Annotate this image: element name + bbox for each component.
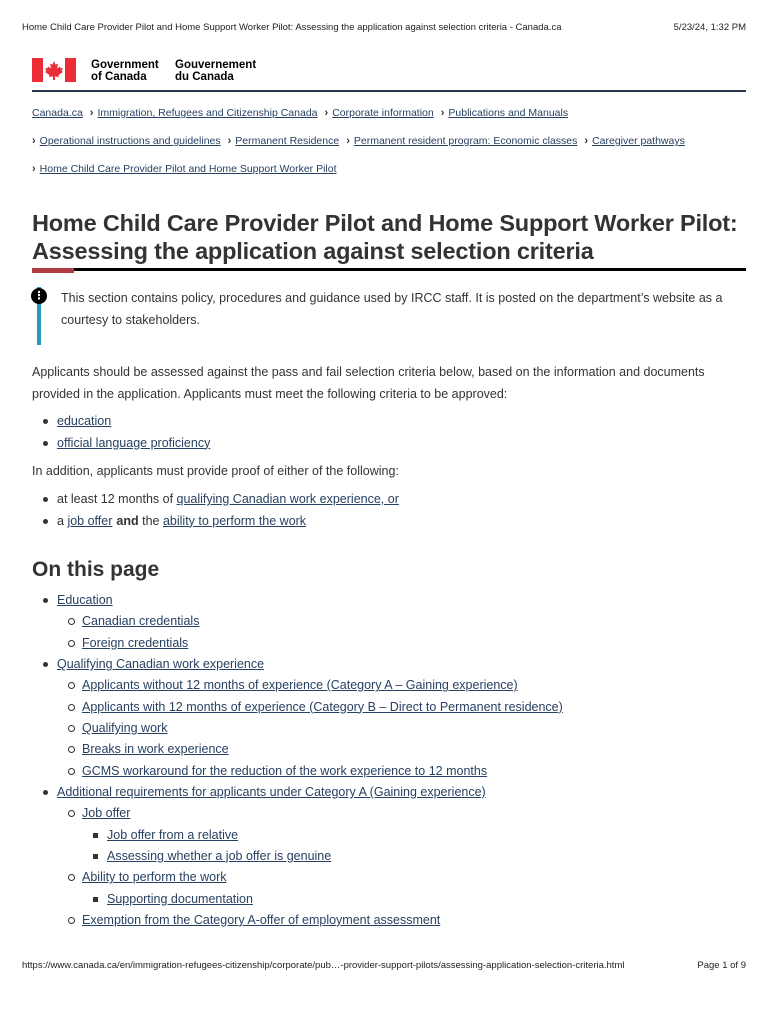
proof-paragraph: In addition, applicants must provide proof of either of the following: xyxy=(32,464,399,478)
chevron-right-icon: › xyxy=(584,135,589,147)
toc-item xyxy=(32,611,563,632)
toc-link[interactable]: Job offer xyxy=(82,806,131,821)
chevron-right-icon: › xyxy=(227,135,232,147)
toc-item xyxy=(32,739,563,760)
table-of-contents xyxy=(32,590,563,931)
ability-to-perform-link[interactable]: ability to perform the work xyxy=(162,513,307,528)
print-header xyxy=(22,22,746,33)
breadcrumb-link-ircc[interactable]: Immigration, Refugees and Citizenship Canada xyxy=(97,107,318,119)
toc-item xyxy=(32,697,563,718)
toc-item xyxy=(32,846,563,867)
breadcrumb-item xyxy=(90,107,318,119)
toc-item xyxy=(32,825,563,846)
alert-text: This section contains policy, procedures and guidance used by IRCC staff. It is posted on the department’s website as a courtesy to stakeholders. xyxy=(61,291,723,327)
breadcrumb-link-operational[interactable]: Operational instructions and guidelines xyxy=(39,135,221,147)
toc-heading: On this page xyxy=(32,558,160,581)
toc-link[interactable]: Ability to perform the work xyxy=(82,870,227,885)
signature-fr-line2: du Canada xyxy=(175,71,234,83)
signature-en-line2: of Canada xyxy=(91,71,147,83)
breadcrumb-item xyxy=(584,135,684,147)
toc-link[interactable]: Qualifying work xyxy=(82,720,168,735)
print-footer xyxy=(22,960,746,971)
toc-item xyxy=(32,867,563,888)
print-footer-url: https://www.canada.ca/en/immigration-refugees-citizenship/corporate/pub…-provider-support-pilots/assessing-application-selection-criteria.html xyxy=(22,960,625,971)
breadcrumb-link-publications[interactable]: Publications and Manuals xyxy=(448,107,569,119)
toc-link[interactable]: Qualifying Canadian work experience xyxy=(57,656,265,671)
breadcrumb-row xyxy=(32,135,746,163)
breadcrumb-item xyxy=(441,107,568,119)
breadcrumb-item xyxy=(325,107,434,119)
proof-item2-prefix: a xyxy=(57,513,68,528)
toc-item xyxy=(32,675,563,696)
chevron-right-icon: › xyxy=(324,107,329,119)
canada-flag-icon[interactable] xyxy=(32,58,76,82)
print-footer-page: Page 1 of 9 xyxy=(697,960,746,971)
proof-and-text: and xyxy=(116,513,139,528)
breadcrumb-item xyxy=(228,135,340,147)
signature-fr-line1: Gouvernement xyxy=(175,59,257,71)
site-header xyxy=(32,56,746,92)
toc-link[interactable]: Foreign credentials xyxy=(82,635,189,650)
chevron-right-icon: › xyxy=(89,107,94,119)
breadcrumb-link-caregiver[interactable]: Caregiver pathways xyxy=(592,135,685,147)
proof-list xyxy=(32,489,399,532)
toc-item xyxy=(32,782,563,803)
chevron-right-icon: › xyxy=(346,135,350,147)
info-icon: ⋮ xyxy=(31,288,47,304)
print-header-datetime: 5/23/24, 1:32 PM xyxy=(673,22,746,33)
breadcrumb-row xyxy=(32,163,746,191)
title-accent-bar xyxy=(32,268,74,273)
print-header-title: Home Child Care Provider Pilot and Home Support Worker Pilot: Assessing the application against selection criteria - Canada.ca xyxy=(22,22,562,33)
proof-item1-prefix: at least 12 months of xyxy=(57,492,177,506)
breadcrumb-item xyxy=(32,107,83,119)
breadcrumb-link-pilot[interactable]: Home Child Care Provider Pilot and Home Support Worker Pilot xyxy=(39,163,337,175)
title-underline xyxy=(32,268,746,271)
breadcrumb-item xyxy=(32,163,337,175)
toc-item xyxy=(32,590,563,611)
breadcrumb-link-permanent-residence[interactable]: Permanent Residence xyxy=(235,135,340,147)
breadcrumb-link-canada[interactable]: Canada.ca xyxy=(32,107,83,119)
list-item xyxy=(32,489,399,511)
chevron-right-icon: › xyxy=(32,135,36,147)
toc-link[interactable]: Canadian credentials xyxy=(82,614,200,629)
education-link[interactable]: education xyxy=(57,414,112,428)
language-proficiency-link[interactable]: official language proficiency xyxy=(57,435,211,450)
breadcrumb-item xyxy=(346,135,577,147)
toc-link[interactable]: Job offer from a relative xyxy=(107,827,239,842)
criteria-list xyxy=(32,411,210,454)
job-offer-link[interactable]: job offer xyxy=(67,513,113,528)
toc-link[interactable]: Breaks in work experience xyxy=(82,742,229,757)
list-item xyxy=(32,511,399,533)
intro-paragraph: Applicants should be assessed against the pass and fail selection criteria below, based on the information and documents provided in the application. Applicants must meet the following criteria to be approved: xyxy=(32,365,705,401)
list-item xyxy=(32,411,210,433)
toc-link[interactable]: Supporting documentation xyxy=(107,891,253,906)
breadcrumb-row xyxy=(32,107,746,135)
chevron-right-icon: › xyxy=(32,163,36,175)
breadcrumb-link-corporate[interactable]: Corporate information xyxy=(332,107,434,119)
toc-link[interactable]: GCMS workaround for the reduction of the work experience to 12 months xyxy=(82,763,488,778)
toc-link[interactable]: Applicants without 12 months of experience (Category A – Gaining experience) xyxy=(82,678,518,693)
page-title: Home Child Care Provider Pilot and Home Support Worker Pilot: Assessing the application against selection criteria xyxy=(32,210,738,264)
signature-french xyxy=(175,59,256,83)
toc-link[interactable]: Additional requirements for applicants under Category A (Gaining experience) xyxy=(57,784,486,799)
work-experience-link[interactable]: qualifying Canadian work experience, or xyxy=(176,492,399,506)
toc-link[interactable]: Applicants with 12 months of experience (Category B – Direct to Permanent residence) xyxy=(82,699,563,714)
toc-link[interactable]: Assessing whether a job offer is genuine xyxy=(107,848,332,863)
toc-item xyxy=(32,910,563,931)
breadcrumb xyxy=(32,107,746,191)
breadcrumb-link-economic[interactable]: Permanent resident program: Economic classes xyxy=(353,135,578,147)
toc-item xyxy=(32,889,563,910)
toc-item xyxy=(32,803,563,824)
toc-item xyxy=(32,654,563,675)
signature-english xyxy=(91,59,159,83)
toc-link[interactable]: Education xyxy=(57,593,113,607)
toc-item xyxy=(32,718,563,739)
toc-item xyxy=(32,761,563,782)
proof-the-text: the xyxy=(138,513,163,528)
breadcrumb-item xyxy=(32,135,221,147)
toc-item xyxy=(32,633,563,654)
toc-link[interactable]: Exemption from the Category A-offer of employment assessment xyxy=(82,912,441,927)
signature-en-line1: Government xyxy=(91,59,159,71)
chevron-right-icon: › xyxy=(440,107,445,119)
list-item xyxy=(32,433,210,455)
